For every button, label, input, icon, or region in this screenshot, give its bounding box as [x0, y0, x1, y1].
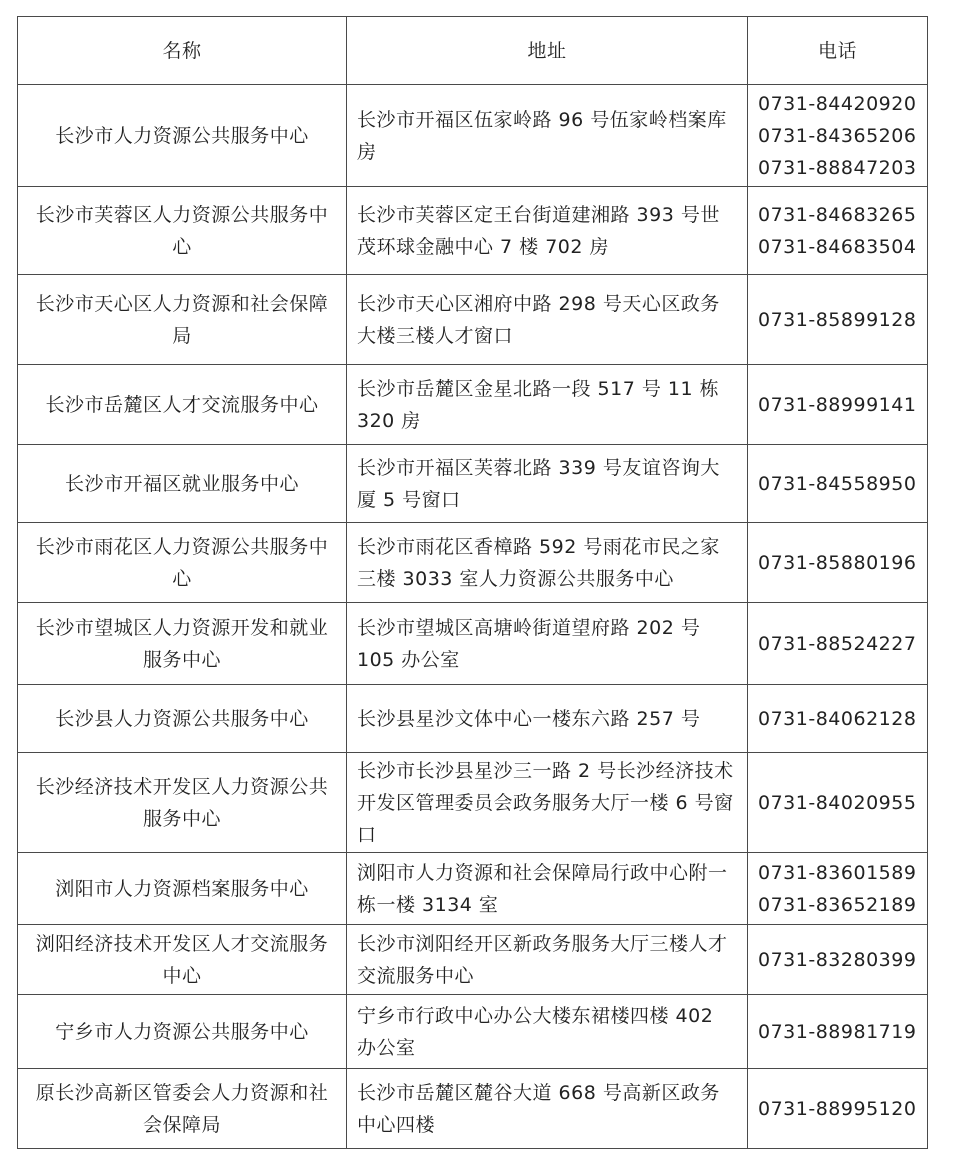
- table-row: [18, 275, 928, 365]
- address-cell: 长沙市岳麓区金星北路一段 517 号 11 栋 320 房: [347, 365, 748, 445]
- phone-number: 0731-85899128: [758, 308, 917, 331]
- address-cell: 长沙市浏阳经开区新政务服务大厅三楼人才交流服务中心: [347, 925, 748, 995]
- phone-cell: [748, 853, 928, 925]
- center-name-cell: 宁乡市人力资源公共服务中心: [18, 995, 347, 1069]
- address-cell: 长沙市天心区湘府中路 298 号天心区政务大楼三楼人才窗口: [347, 275, 748, 365]
- address-cell: 浏阳市人力资源和社会保障局行政中心附一栋一楼 3134 室: [347, 853, 748, 925]
- phone-cell: [748, 925, 928, 995]
- phone-number: 0731-88524227: [758, 632, 917, 655]
- phone-number: 0731-84062128: [758, 707, 917, 730]
- address-cell: 长沙市开福区芙蓉北路 339 号友谊咨询大厦 5 号窗口: [347, 445, 748, 523]
- center-name-cell: 长沙市天心区人力资源和社会保障局: [18, 275, 347, 365]
- phone-cell: [748, 365, 928, 445]
- phone-number: 0731-84683504: [758, 235, 917, 258]
- phone-cell: [748, 187, 928, 275]
- table-row: [18, 685, 928, 753]
- address-cell: 长沙市开福区伍家岭路 96 号伍家岭档案库房: [347, 85, 748, 187]
- phone-number: 0731-84020955: [758, 791, 917, 814]
- center-name-cell: 浏阳经济技术开发区人才交流服务中心: [18, 925, 347, 995]
- header-row: [18, 17, 928, 85]
- phone-number: 0731-84365206: [758, 124, 917, 147]
- table-row: [18, 925, 928, 995]
- phone-cell: [748, 1069, 928, 1149]
- phone-number: 0731-84420920: [758, 92, 917, 115]
- center-name-cell: 长沙市岳麓区人才交流服务中心: [18, 365, 347, 445]
- phone-number: 0731-83280399: [758, 948, 917, 971]
- phone-number: 0731-83601589: [758, 861, 917, 884]
- phone-number: 0731-84683265: [758, 203, 917, 226]
- phone-number: 0731-88847203: [758, 156, 917, 179]
- center-name-cell: 长沙市雨花区人力资源公共服务中心: [18, 523, 347, 603]
- table-row: [18, 187, 928, 275]
- phone-number: 0731-88995120: [758, 1097, 917, 1120]
- center-name-cell: 长沙县人力资源公共服务中心: [18, 685, 347, 753]
- table-row: [18, 445, 928, 523]
- table-row: [18, 853, 928, 925]
- center-name-cell: 长沙市望城区人力资源开发和就业服务中心: [18, 603, 347, 685]
- center-name-cell: 长沙市开福区就业服务中心: [18, 445, 347, 523]
- column-header-address: 地址: [347, 17, 748, 85]
- phone-cell: [748, 685, 928, 753]
- center-name-cell: 长沙市人力资源公共服务中心: [18, 85, 347, 187]
- center-name-cell: 长沙市芙蓉区人力资源公共服务中心: [18, 187, 347, 275]
- phone-cell: [748, 445, 928, 523]
- address-cell: 长沙市长沙县星沙三一路 2 号长沙经济技术开发区管理委员会政务服务大厅一楼 6 号窗口: [347, 753, 748, 853]
- address-cell: 长沙市岳麓区麓谷大道 668 号高新区政务中心四楼: [347, 1069, 748, 1149]
- phone-cell: [748, 85, 928, 187]
- table-header: [18, 17, 928, 85]
- phone-number: 0731-83652189: [758, 893, 917, 916]
- address-cell: 长沙市雨花区香樟路 592 号雨花市民之家三楼 3033 室人力资源公共服务中心: [347, 523, 748, 603]
- phone-cell: [748, 523, 928, 603]
- phone-number: 0731-88999141: [758, 393, 917, 416]
- phone-cell: [748, 995, 928, 1069]
- table-body: [18, 85, 928, 1149]
- table-row: [18, 523, 928, 603]
- phone-cell: [748, 275, 928, 365]
- phone-number: 0731-85880196: [758, 551, 917, 574]
- phone-number: 0731-84558950: [758, 472, 917, 495]
- center-name-cell: 原长沙高新区管委会人力资源和社会保障局: [18, 1069, 347, 1149]
- column-header-phone: 电话: [748, 17, 928, 85]
- table-row: [18, 995, 928, 1069]
- address-cell: 长沙县星沙文体中心一楼东六路 257 号: [347, 685, 748, 753]
- table-row: [18, 1069, 928, 1149]
- service-center-table: [17, 16, 928, 1149]
- phone-cell: [748, 753, 928, 853]
- address-cell: 宁乡市行政中心办公大楼东裙楼四楼 402 办公室: [347, 995, 748, 1069]
- phone-number: 0731-88981719: [758, 1020, 917, 1043]
- column-header-name: 名称: [18, 17, 347, 85]
- center-name-cell: 浏阳市人力资源档案服务中心: [18, 853, 347, 925]
- table-row: [18, 603, 928, 685]
- phone-cell: [748, 603, 928, 685]
- table-row: [18, 85, 928, 187]
- table-row: [18, 365, 928, 445]
- center-name-cell: 长沙经济技术开发区人力资源公共服务中心: [18, 753, 347, 853]
- address-cell: 长沙市芙蓉区定王台街道建湘路 393 号世茂环球金融中心 7 楼 702 房: [347, 187, 748, 275]
- address-cell: 长沙市望城区高塘岭街道望府路 202 号 105 办公室: [347, 603, 748, 685]
- table-row: [18, 753, 928, 853]
